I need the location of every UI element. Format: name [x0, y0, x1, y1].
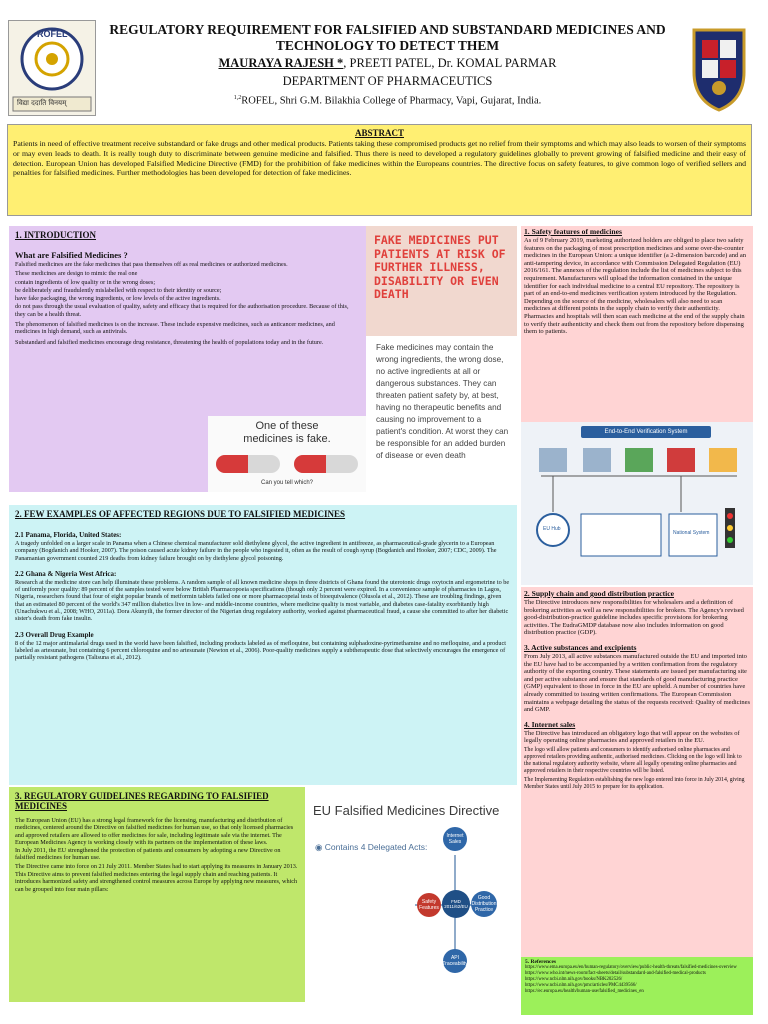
intro-paragraph: The phenomenon of falsified medicines is on the increase. These include expensive medicines, such as anticancer medicines, and medicines in high demand, such as antivirals.: [15, 321, 335, 336]
supply-chain-text: The Directive introduces new responsibilities for wholesalers and a definition of brokering activities as well as new responsibilities for brokers. The Agency's revised good-distribution-practice guideline includes specific provisions for brokering activities. The EudraGMDP database now also includes information on good distribution practice (GDP).: [524, 599, 744, 637]
intro-paragraph: contain ingredients of low quality or in the wrong doses;: [15, 278, 156, 286]
pills-question: Can you tell which?: [260, 480, 314, 486]
node-fmd-center: FMD 2011/62/EU: [442, 890, 470, 918]
abstract-text: Patients in need of effective treatment receive substandard or fake drugs and other medical products. Patients taking these compromised products get no relief from their symptoms and which may also leads to worsen of their symptoms or may even leads to death. It is really tough duty to discriminate between genuine medicine and falsified. Thus there is need to developed a regulatory guidelines globally to prevent growing of falsified medicine and their easy of detection. European Union has developed Falsified Medicine Directive (FMD) for the prohibition of fake medicines within the Europeans countries. The directive focus on safety features, to give common logo of verified sellers and penalties for falsified medicines. Further methodologies has been developed for detection of fake medicines.: [13, 139, 746, 178]
internet-sales-text: The logo will allow patients and consumers to identify authorised online pharmacies and approved retailers providing authentic, authorised medicines. Clicking on the logo will link to the national regulatory authority website, where all legally operating online pharmacies and approved retailers in their respective countries will be listed.: [524, 746, 742, 774]
national-system-label: National System: [673, 530, 710, 536]
rofel-logo: [8, 20, 96, 116]
internet-sales-text: The Directive has introduced an obligatory logo that will appear on the websites of legally operating online pharmacies and approved retailers in the EU.: [524, 729, 740, 745]
node-internet-sales: Internet Sales: [443, 827, 467, 851]
intro-paragraph: Substandard and falsified medicines encourage drug resistance, threatening the health of populations today and in the future.: [15, 338, 324, 346]
node-api-traceability: API Traceability: [443, 949, 467, 973]
verification-system-figure: [521, 422, 753, 585]
example-text: A tragedy unfolded on a larger scale in Panama when a Chinese chemical manufacturer sold diethylene glycol, the active ingredient in antifreeze, as pharmaceutical-grade glycerin to a European company (Bogdanich and Hooker, 2007). The poison caused acute kidney failure in the people who ingested it, often as the result of cough syrup (Bogdanich and Hooker, 2007; CDC, 2009). The Panamanian government counted 219 deaths from kidney failure brought on by diethylene glycol poisoning.: [15, 540, 497, 562]
rofel-logo-text: ROFEL: [37, 29, 68, 39]
supply-chain-heading: 2. Supply chain and good distribution practice: [524, 589, 675, 598]
example-title: 2.3 Overall Drug Example: [15, 630, 94, 639]
affected-regions-section: [9, 505, 517, 785]
reference-link[interactable]: https://ec.europa.eu/health/human-use/falsified_medicines_en: [525, 989, 644, 994]
regulatory-guidelines-section: [9, 787, 305, 1002]
poster-title: REGULATORY REQUIREMENT FOR FALSIFIED AND SUBSTANDARD MEDICINES AND TECHNOLOGY TO DETECT THEM: [109, 22, 666, 53]
abstract-box: [7, 124, 752, 216]
internet-sales-heading: 4. Internet sales: [524, 719, 576, 729]
regulatory-guidelines-heading: 3. REGULATORY GUIDELINES REGARDING TO FALSIFIED MEDICINES: [15, 791, 269, 811]
intro-paragraph: have fake packaging, the wrong ingredients, or low levels of the active ingredients.: [15, 295, 221, 303]
active-substances-heading: 3. Active substances and excipients: [524, 642, 637, 652]
college-crest-logo: [686, 20, 752, 114]
authors-line: [100, 56, 675, 71]
affected-regions-heading: 2. FEW EXAMPLES OF AFFECTED REGIONS DUE TO FALSIFIED MEDICINES: [15, 509, 346, 519]
reference-link[interactable]: https://www.ncbi.nlm.nih.gov/pmc/articles/PMC4439566/: [525, 983, 637, 988]
right-column-sections: [521, 587, 753, 957]
eu-hub-label: EU Hub: [543, 526, 561, 532]
eu-directive-diagram: [305, 787, 517, 1002]
eu-directive-subtitle-text: Contains 4 Delegated Acts:: [324, 842, 428, 852]
fake-medicines-body: Fake medicines may contain the wrong ingredients, the wrong dose, no active ingredients at all or dangerous substances. They can threaten patient safety by, at best, having no therapeutic benefits and causing no improvement to a patient's condition. At worst they can be responsible for an added burden of disease or even death: [376, 343, 509, 460]
node-gdp: Good Distribution Practice: [471, 891, 497, 917]
eu-directive-title: EU Falsified Medicines Directive: [313, 803, 500, 818]
affiliation: [100, 95, 675, 107]
references-heading: 5. References: [525, 959, 557, 965]
intro-paragraph: Falsified medicines are the fake medicines that pass themselves off as real medicines or authorized medicines.: [15, 261, 288, 268]
example-text: Research at the medicine store can help illuminate these problems. A random sample of all known medicine shops in three districts of Ghana found the uterotonic drugs oxytocin and ergometrine to be of uniformly poor quality: 89 percent of the samples tested were below British Pharmacopoeia specifications (though only 2 percent were expired. In a convenience sample of pharmacies in Lagos, Nigeria, researchers found that four of eight popular brands of metformin tablets failed one or more pharmacopeial tests of bioequivalence (Olusola et al., 2012). These are troubling findings, given that an estimated 80 percent of the world's 347 million diabetics live in low- and middle-income countries, where medicine quality is most variable, and diabetes case-fatality exorbitantly high (Unachukwu et al., 2008; WHO, 2011a). Dora Akunyili, the former director of the Nigerian drug regulatory authority, worked against pharmaceutical fraud, a cause she committed to after her diabetic sister's death from fake insulin.: [15, 578, 510, 623]
falsified-medicines-subheading: What are Falsified Medicines ?: [15, 250, 128, 260]
internet-sales-text: The Implementing Regulation establishing the new logo entered into force in July 2014, giving Member States until July 2015 to prepare for its application.: [524, 776, 745, 790]
guidelines-paragraph: The Directive came into force on 21 July 2011. Member States had to start applying its measures in January 2013.: [15, 862, 298, 870]
abstract-heading: ABSTRACT: [354, 128, 404, 138]
department: DEPARTMENT OF PHARMACEUTICS: [282, 74, 493, 88]
safety-features-section: [521, 226, 753, 422]
pills-caption-line2: medicines is fake.: [243, 433, 331, 445]
safety-features-heading: 1. Safety features of medicines: [524, 227, 622, 236]
capsules-graphic: [212, 448, 362, 478]
safety-features-text: As of 9 February 2019, marketing authorized holders are obliged to place two safety features on the packaging of most prescription medicines and some over-the-counter medicines in the European Union: a unique identifier (a 2-dimension barcode) and an anti-tampering device, in accordance with Commission Delegated Regulation (EU) 2016/161. The annexes of the regulation include the list of medicines subject to this requirement. Manufacturers will upload the information contained in the unique identifier for each individual medicine to a central EU repository. The repository is part of an end-to-end medicines verification system introduced by the Regulation. Depending on the source of the medicine, wholesalers will also need to scan medicines at different points in the supply chain to verify their authenticity. Pharmacies and hospitals will then scan each medicine at the end of the supply chain to verify their authenticity and check them out from the repository before dispensing them to patients.: [524, 237, 747, 336]
pills-image: [208, 416, 366, 492]
main-author: MAURAYA RAJESH *: [218, 56, 344, 70]
reference-link[interactable]: https://www.ncbi.nlm.nih.gov/books/NBK202526/: [525, 977, 623, 982]
bullet-icon: ◉: [315, 842, 325, 852]
affiliation-superscript: 1,2: [233, 95, 242, 101]
affiliation-text: ROFEL, Shri G.M. Bilakhia College of Pharmacy, Vapi, Gujarat, India.: [241, 95, 542, 107]
pills-caption-line1: One of these: [255, 420, 319, 432]
introduction-heading: 1. INTRODUCTION: [15, 230, 97, 240]
guidelines-paragraph: This Directive aims to prevent falsified medicines entering the legal supply chain and reaching patients. It introduces harmonized safety and strengthened control measures across Europe by applying new measures, which can be grouped into four main pillars:: [15, 871, 298, 893]
example-title: 2.2 Ghana & Nigeria West Africa:: [15, 569, 117, 578]
guidelines-paragraph: In July 2011, the EU strengthened the protection of patients and consumers by adopting a new Directive on falsified medicines for human use.: [15, 847, 281, 862]
node-safety-features: Safety Features: [417, 893, 441, 917]
intro-paragraph: be deliberately and fraudulently mislabelled with respect to their identity or source;: [15, 286, 222, 294]
active-substances-text: From July 2013, all active substances manufactured outside the EU and imported into the EU have had to be accompanied by a written confirmation from the regulatory authority of the exporting country. These statements are issued per manufacturing site and per active substance and ensure that standards of good manufacturing practice (GMP) equivalent to those in force in the EU are upheld. A number of countries have already committed to issuing written confirmations. The European Commission maintains a webpage detailing the status of the requests received: Quality of medicines and GMP.: [524, 652, 750, 714]
verification-flow-graphic: [521, 422, 753, 585]
intro-paragraph: do not pass through the usual evaluation of quality, safety and efficacy that is required for the authorisation procedure. Because of this, they can be a health threat.: [15, 303, 349, 318]
co-authors: , PREETI PATEL, Dr. KOMAL PARMAR: [343, 56, 557, 70]
verification-title-text: End-to-End Verification System: [604, 429, 688, 435]
rofel-logo-motto: विद्या ददाति विनयम्: [17, 99, 67, 107]
example-text: 8 of the 12 major antimalarial drugs used in the world have been falsified, including products labeled as of mefloquine, but containing sulphadoxine-pyrimethamine and no mefloquine, and a product labeled as artesunate, but containing 6 percent chloroquine and no artesunate (Newton et al., 2006). Poor-quality medicines supply a subtherapeutic dose that selectively encourages the emergence of partially resistant pathogens (Talisuna et al., 2012).: [15, 639, 506, 662]
intro-paragraph: These medicines are design to mimic the real one: [15, 270, 138, 278]
fake-medicines-panel: [366, 226, 517, 492]
example-title: 2.1 Panama, Florida, United States:: [15, 531, 122, 539]
fake-medicines-headline: FAKE MEDICINES PUT PATIENTS AT RISK OF FURTHER ILLNESS, DISABILITY OR EVEN DEATH: [374, 233, 506, 301]
fake-medicines-headline-box: [366, 226, 517, 336]
reference-link[interactable]: https://www.ema.europa.eu/en/human-regulatory/overview/public-health-threats/falsified-medicines-overview: [525, 965, 737, 970]
guidelines-paragraph: The European Union (EU) has a strong legal framework for the licensing, manufacturing and distribution of medicines, centered around the Directive on falsified medicines for human use, so that only licensed pharmacies and approved retailers are allowed to offer medicines for sale, including legitimate sale via the internet. The European Medicines Agency is working closely with its partners on the implementation of these laws.: [15, 817, 294, 846]
reference-link[interactable]: https://www.who.int/news-room/fact-sheets/detail/substandard-and-falsified-medical-products: [525, 971, 706, 976]
references-section: [521, 957, 753, 1015]
